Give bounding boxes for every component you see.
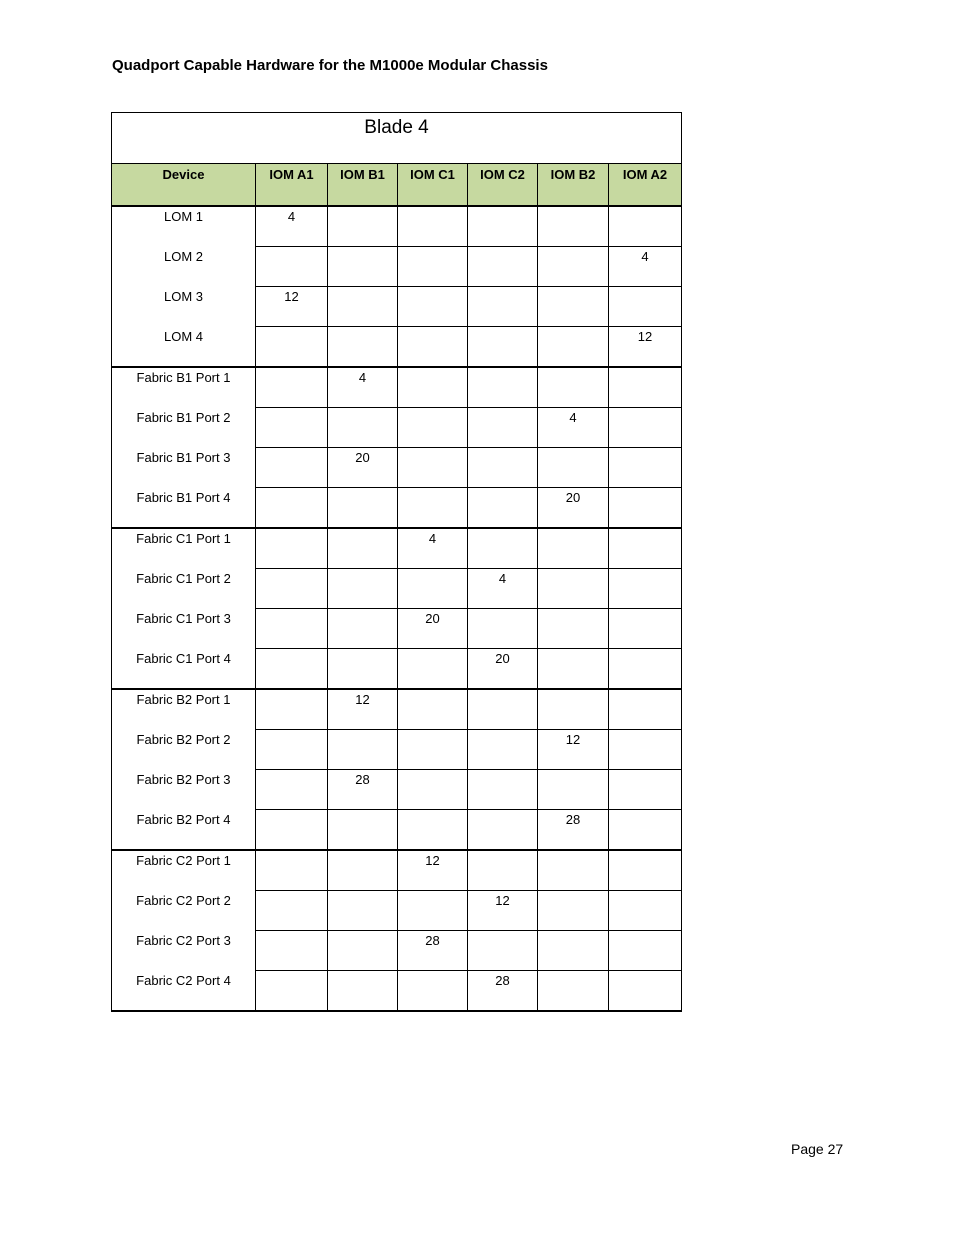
port-cell bbox=[328, 247, 398, 287]
port-cell bbox=[398, 287, 468, 327]
port-cell bbox=[468, 770, 538, 810]
port-cell bbox=[328, 810, 398, 851]
port-cell bbox=[609, 770, 682, 810]
column-header: IOM A1 bbox=[256, 164, 328, 207]
device-cell: Fabric C1 Port 1 bbox=[112, 528, 256, 569]
port-cell bbox=[609, 810, 682, 851]
port-cell bbox=[256, 448, 328, 488]
column-header: Device bbox=[112, 164, 256, 207]
port-cell bbox=[468, 448, 538, 488]
port-cell bbox=[468, 287, 538, 327]
port-cell bbox=[538, 891, 609, 931]
port-cell bbox=[256, 689, 328, 730]
port-cell: 20 bbox=[328, 448, 398, 488]
port-cell bbox=[538, 287, 609, 327]
port-cell bbox=[538, 931, 609, 971]
port-cell bbox=[538, 971, 609, 1012]
device-cell: Fabric B2 Port 1 bbox=[112, 689, 256, 730]
device-cell: LOM 2 bbox=[112, 247, 256, 287]
port-cell bbox=[328, 408, 398, 448]
port-cell bbox=[398, 689, 468, 730]
port-cell bbox=[609, 891, 682, 931]
port-cell bbox=[256, 528, 328, 569]
table-row bbox=[112, 408, 682, 448]
port-cell bbox=[398, 327, 468, 368]
port-cell bbox=[609, 206, 682, 247]
column-header: IOM C2 bbox=[468, 164, 538, 207]
port-cell bbox=[538, 609, 609, 649]
port-cell bbox=[328, 528, 398, 569]
port-cell bbox=[256, 649, 328, 690]
port-cell: 28 bbox=[398, 931, 468, 971]
device-cell: Fabric B1 Port 4 bbox=[112, 488, 256, 529]
port-cell bbox=[398, 569, 468, 609]
port-cell bbox=[538, 649, 609, 690]
device-cell: Fabric C1 Port 3 bbox=[112, 609, 256, 649]
port-cell bbox=[538, 247, 609, 287]
port-cell: 4 bbox=[468, 569, 538, 609]
table-row bbox=[112, 287, 682, 327]
table-row bbox=[112, 367, 682, 408]
port-cell bbox=[468, 689, 538, 730]
port-cell bbox=[468, 850, 538, 891]
port-cell bbox=[328, 649, 398, 690]
port-cell bbox=[398, 730, 468, 770]
port-cell bbox=[609, 689, 682, 730]
table-row bbox=[112, 247, 682, 287]
port-cell bbox=[328, 891, 398, 931]
device-cell: Fabric B1 Port 2 bbox=[112, 408, 256, 448]
port-cell bbox=[538, 689, 609, 730]
port-cell: 20 bbox=[398, 609, 468, 649]
port-cell: 12 bbox=[538, 730, 609, 770]
port-cell bbox=[398, 488, 468, 529]
port-cell bbox=[398, 770, 468, 810]
table-row bbox=[112, 206, 682, 247]
port-cell: 12 bbox=[609, 327, 682, 368]
port-cell bbox=[256, 488, 328, 529]
port-cell bbox=[256, 971, 328, 1012]
port-cell bbox=[328, 609, 398, 649]
table-row bbox=[112, 488, 682, 529]
table-row bbox=[112, 649, 682, 690]
port-cell bbox=[538, 327, 609, 368]
port-cell bbox=[328, 327, 398, 368]
port-cell: 20 bbox=[468, 649, 538, 690]
port-cell bbox=[256, 891, 328, 931]
port-cell bbox=[468, 528, 538, 569]
port-cell: 20 bbox=[538, 488, 609, 529]
port-cell bbox=[468, 367, 538, 408]
device-cell: LOM 4 bbox=[112, 327, 256, 368]
port-cell bbox=[328, 850, 398, 891]
port-cell bbox=[609, 448, 682, 488]
port-cell bbox=[609, 488, 682, 529]
port-cell: 28 bbox=[328, 770, 398, 810]
device-cell: LOM 3 bbox=[112, 287, 256, 327]
device-cell: LOM 1 bbox=[112, 206, 256, 247]
device-cell: Fabric C2 Port 2 bbox=[112, 891, 256, 931]
port-cell bbox=[256, 850, 328, 891]
port-cell bbox=[256, 810, 328, 851]
port-cell bbox=[609, 287, 682, 327]
table-row bbox=[112, 850, 682, 891]
port-cell bbox=[328, 206, 398, 247]
device-cell: Fabric C2 Port 3 bbox=[112, 931, 256, 971]
table-title: Blade 4 bbox=[112, 113, 682, 164]
port-cell bbox=[609, 971, 682, 1012]
port-cell bbox=[256, 730, 328, 770]
table-row bbox=[112, 971, 682, 1012]
port-cell bbox=[609, 367, 682, 408]
port-cell bbox=[609, 649, 682, 690]
device-cell: Fabric C1 Port 4 bbox=[112, 649, 256, 690]
table-row bbox=[112, 689, 682, 730]
table-row bbox=[112, 609, 682, 649]
port-cell: 28 bbox=[538, 810, 609, 851]
port-cell bbox=[256, 609, 328, 649]
document-header: Quadport Capable Hardware for the M1000e Modular Chassis bbox=[112, 57, 548, 74]
port-cell: 4 bbox=[256, 206, 328, 247]
port-cell bbox=[468, 327, 538, 368]
device-cell: Fabric B2 Port 2 bbox=[112, 730, 256, 770]
table-row bbox=[112, 931, 682, 971]
port-cell bbox=[256, 327, 328, 368]
port-cell bbox=[398, 971, 468, 1012]
port-cell bbox=[609, 408, 682, 448]
table-row bbox=[112, 810, 682, 851]
device-cell: Fabric C1 Port 2 bbox=[112, 569, 256, 609]
port-cell bbox=[468, 730, 538, 770]
column-header: IOM B1 bbox=[328, 164, 398, 207]
device-cell: Fabric B1 Port 3 bbox=[112, 448, 256, 488]
port-cell bbox=[609, 850, 682, 891]
port-cell bbox=[256, 408, 328, 448]
column-header: IOM C1 bbox=[398, 164, 468, 207]
table-row bbox=[112, 730, 682, 770]
port-cell bbox=[256, 247, 328, 287]
port-cell bbox=[328, 569, 398, 609]
port-cell: 4 bbox=[398, 528, 468, 569]
port-cell bbox=[538, 367, 609, 408]
port-cell bbox=[328, 931, 398, 971]
port-cell bbox=[468, 488, 538, 529]
port-cell: 12 bbox=[328, 689, 398, 730]
port-cell bbox=[328, 488, 398, 529]
port-cell bbox=[468, 206, 538, 247]
page-number: Page 27 bbox=[791, 1141, 844, 1157]
port-cell bbox=[468, 810, 538, 851]
port-cell bbox=[468, 609, 538, 649]
port-cell bbox=[398, 408, 468, 448]
port-cell bbox=[538, 569, 609, 609]
port-cell bbox=[468, 931, 538, 971]
port-cell: 28 bbox=[468, 971, 538, 1012]
table-row bbox=[112, 448, 682, 488]
device-cell: Fabric C2 Port 1 bbox=[112, 850, 256, 891]
table-row bbox=[112, 770, 682, 810]
column-header-row bbox=[112, 164, 682, 207]
port-cell: 4 bbox=[538, 408, 609, 448]
port-cell bbox=[538, 850, 609, 891]
port-cell bbox=[398, 206, 468, 247]
column-header: IOM B2 bbox=[538, 164, 609, 207]
port-cell bbox=[468, 408, 538, 448]
blade-table bbox=[111, 112, 682, 1012]
table-row bbox=[112, 528, 682, 569]
port-cell: 12 bbox=[256, 287, 328, 327]
device-cell: Fabric B2 Port 3 bbox=[112, 770, 256, 810]
port-cell bbox=[256, 770, 328, 810]
port-cell bbox=[468, 247, 538, 287]
port-cell bbox=[538, 528, 609, 569]
port-cell bbox=[609, 730, 682, 770]
port-cell bbox=[609, 528, 682, 569]
port-cell bbox=[398, 367, 468, 408]
port-cell: 4 bbox=[609, 247, 682, 287]
port-cell bbox=[609, 931, 682, 971]
port-cell bbox=[256, 569, 328, 609]
table-row bbox=[112, 569, 682, 609]
port-cell bbox=[256, 931, 328, 971]
table-row bbox=[112, 327, 682, 368]
port-cell bbox=[398, 247, 468, 287]
port-cell bbox=[398, 448, 468, 488]
port-cell bbox=[256, 367, 328, 408]
port-cell: 4 bbox=[328, 367, 398, 408]
port-cell bbox=[328, 971, 398, 1012]
port-cell bbox=[398, 649, 468, 690]
port-cell: 12 bbox=[398, 850, 468, 891]
port-cell: 12 bbox=[468, 891, 538, 931]
device-cell: Fabric B2 Port 4 bbox=[112, 810, 256, 851]
device-cell: Fabric C2 Port 4 bbox=[112, 971, 256, 1012]
port-cell bbox=[398, 810, 468, 851]
port-cell bbox=[609, 609, 682, 649]
table-row bbox=[112, 891, 682, 931]
port-cell bbox=[328, 730, 398, 770]
port-cell bbox=[609, 569, 682, 609]
port-cell bbox=[328, 287, 398, 327]
port-cell bbox=[538, 770, 609, 810]
port-cell bbox=[538, 206, 609, 247]
column-header: IOM A2 bbox=[609, 164, 682, 207]
port-cell bbox=[538, 448, 609, 488]
device-cell: Fabric B1 Port 1 bbox=[112, 367, 256, 408]
port-cell bbox=[398, 891, 468, 931]
